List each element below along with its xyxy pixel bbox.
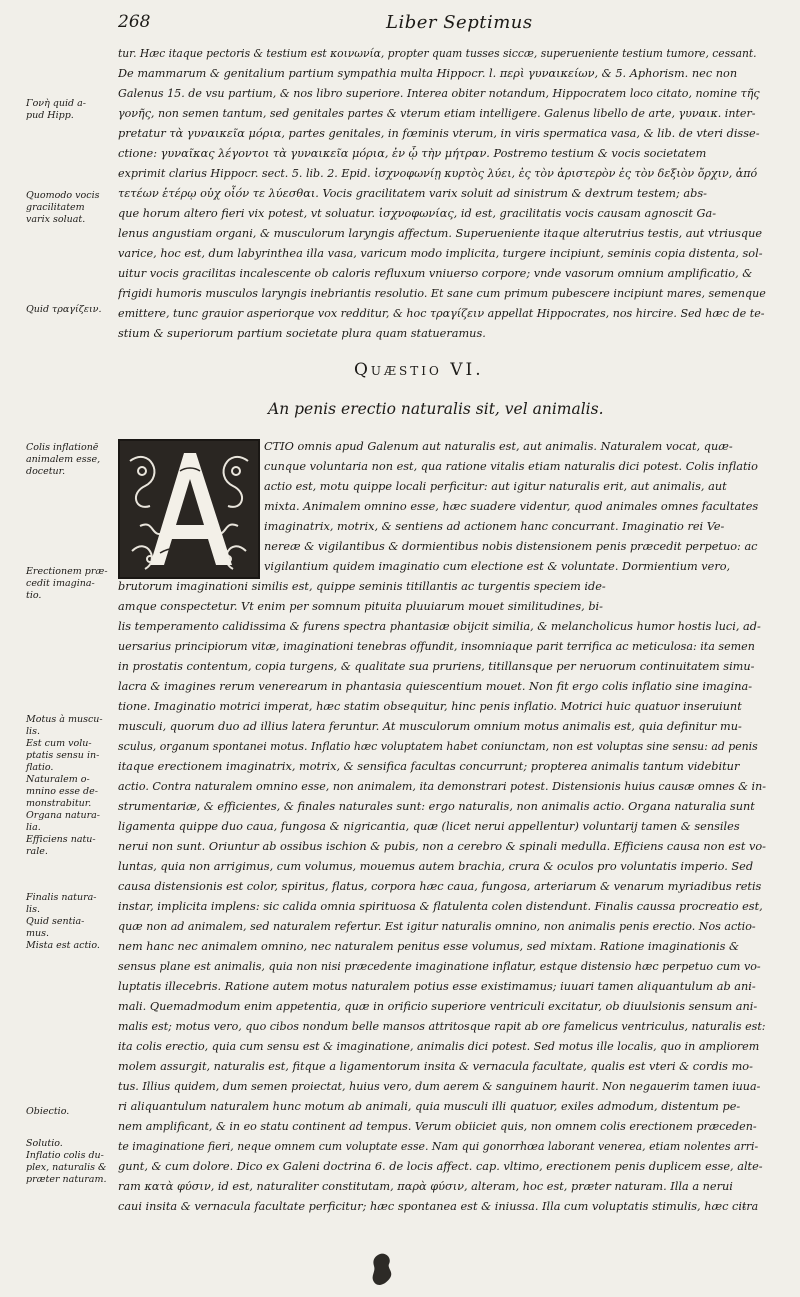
- margin-note-line: Mista est actio.: [26, 940, 100, 951]
- text-line: tus. Illius quidem, dum semen proiectat, huius vero, dum aerem & sanguinem haurit. Non negauerim tamen iuua-: [118, 1080, 761, 1093]
- text-line: itaque erectionem imaginatrix, motrix, & sensifica facultas concurrunt; propterea animalis tantum videbitur: [118, 760, 740, 773]
- margin-note-line: ptatis sensu in-: [26, 750, 100, 761]
- text-line: vigilantium quidem imaginatio cum electione est & voluntate. Dormientium vero,: [264, 560, 731, 573]
- text-line: ram κατὰ φύσιν, id est, naturaliter constitutam, παρὰ φύσιν, alteram, hoc est, præter naturam. Illa a nerui: [118, 1180, 733, 1193]
- text-block-main: [118, 437, 766, 1217]
- text-line: nem hanc nec animalem omnino, nec naturalem penitus esse volumus, sed mixtam. Ratione imaginationis &: [118, 940, 740, 953]
- margin-note-quomodo: [26, 190, 118, 226]
- margin-note-line: Est cum volu-: [26, 738, 92, 749]
- margin-note-quid-tragizein: [26, 304, 118, 316]
- margin-note-line: mnino esse de-: [26, 786, 98, 797]
- text-line: mixta. Animalem omnino esse, hæc suadere videntur, quod animales omnes facultates: [264, 500, 759, 513]
- text-line: stium & superiorum partium societate plura quam statueramus.: [118, 327, 486, 340]
- margin-note-line: tio.: [26, 590, 42, 601]
- text-line: exprimit clarius Hippocr. sect. 5. lib. 2. Epid. ἰσχνοφωνίῃ κυρτὸς λύει, ἐς τὸν ἀριστερὸν ἐς τὸν δεξιὸν ὄρχιν, ἀπό: [118, 167, 758, 180]
- margin-note-line: flatio.: [26, 762, 54, 773]
- text-line: brutorum imaginationi similis est, quippe seminis titillantis ac turgentis speciem ide-: [118, 580, 606, 593]
- page-number: 268: [118, 12, 151, 32]
- margin-note-solutio: [26, 1138, 118, 1186]
- text-line: amque conspectetur. Vt enim per somnum pituita pluuiarum mouet similitudines, bi-: [118, 600, 603, 613]
- text-line: te imaginatione fieri, neque omnem cum voluptate esse. Nam qui gonorrhœa laborant venerea, etiam nolentes arri-: [118, 1140, 759, 1153]
- margin-note-line: lis.: [26, 726, 40, 737]
- question-title: An penis erectio naturalis sit, vel animalis.: [268, 400, 604, 418]
- text-line: causa distensionis est color, spiritus, flatus, corpora hæc caua, fungosa, arteriarum & venarum myriadibus retis: [118, 880, 762, 893]
- text-line: pretatur τὰ γυναικεῖα μόρια, partes genitales, in fœminis vterum, in viris spermatica vasa, & lib. de vteri disse-: [118, 127, 760, 140]
- text-line: varice, hoc est, dum labyrinthea illa vasa, varicum modo implicita, turgere incipiunt, seminis copia distenta, sol-: [118, 247, 763, 260]
- margin-note-line: Γονὴ quid a-: [26, 98, 87, 109]
- margin-note-line: animalem esse,: [26, 454, 101, 465]
- margin-note-line: lia.: [26, 822, 41, 833]
- margin-note-line: varix soluat.: [26, 214, 86, 225]
- text-line: lis temperamento calidissima & furens spectra phantasiæ obijcit similia, & melancholicus humor hostis luci, ad-: [118, 620, 761, 633]
- margin-note-line: rale.: [26, 846, 48, 857]
- text-line: ligamenta quippe duo caua, fungosa & nigricantia, quæ (licet nerui appellentur) voluntarij tamen & sensiles: [118, 820, 740, 833]
- text-line: nerui non sunt. Oriuntur ab ossibus ischion & pubis, non a cerebro & spinali medulla. Efficiens causa non est vo-: [118, 840, 766, 853]
- margin-note-finalis: [26, 892, 118, 952]
- margin-note-line: Obiectio.: [26, 1106, 70, 1117]
- margin-note-line: præter naturam.: [26, 1174, 107, 1185]
- margin-note-line: monstrabitur.: [26, 798, 92, 809]
- margin-note-erectionem: [26, 566, 118, 602]
- ink-blot-icon: [368, 1252, 398, 1290]
- margin-note-line: Quomodo vocis: [26, 190, 100, 201]
- margin-note-line: lis.: [26, 904, 40, 915]
- margin-note-line: gracilitatem: [26, 202, 85, 213]
- text-line: musculi, quorum duo ad illius latera feruntur. At musculorum omnium motus animalis est, quia definitur mu-: [118, 720, 742, 733]
- text-line: γονῆς, non semen tantum, sed genitales partes & vterum etiam intelligere. Galenus libello de arte, γυναικ. inter-: [118, 107, 756, 120]
- margin-note-line: cedit imagina-: [26, 578, 95, 589]
- margin-note-motus: [26, 714, 118, 858]
- text-line: lacra & imagines rerum venerearum in phantasia quiescentium mouet. Non fit ergo colis inflatio sine imagina-: [118, 680, 753, 693]
- margin-note-goni: [26, 98, 118, 122]
- text-line: mali. Quemadmodum enim appetentia, quæ in orificio superiore ventriculi excitatur, ob diuulsionis sensum ani-: [118, 1000, 758, 1013]
- margin-note-line: Erectionem præ-: [26, 566, 108, 577]
- text-line: uersarius principiorum vitæ, imaginationi tenebras offundit, insomniaque parit terrifica ac meticulosa: ita semen: [118, 640, 755, 653]
- text-line: quæ non ad animalem, sed naturalem refertur. Est igitur naturalis omnino, non animalis penis erectio. Nos actio-: [118, 920, 756, 933]
- text-line: tione. Imaginatio motrici imperat, hæc statim obsequitur, hinc penis inflatio. Motrici huic quatuor inseruiunt: [118, 700, 742, 713]
- margin-note-line: plex, naturalis &: [26, 1162, 107, 1173]
- margin-note-line: Colis inflationē: [26, 442, 99, 453]
- text-line: actio. Contra naturalem omnino esse, non animalem, ita demonstrari potest. Distensionis huius causæ omnes & in-: [118, 780, 766, 793]
- text-line: que horum altero fieri vix potest, vt soluatur. ἰσχνοφωνίας, id est, gracilitatis vocis causam agnoscit Ga-: [118, 207, 717, 220]
- margin-note-line: Inflatio colis du-: [26, 1150, 104, 1161]
- question-heading: Quæstio VI.: [354, 360, 484, 380]
- margin-note-line: Finalis natura-: [26, 892, 97, 903]
- page-header: [0, 12, 800, 38]
- text-line: emittere, tunc grauior asperiorque vox redditur, & hoc τραγίζειν appellat Hippocrates, nos hircire. Sed hæc de te-: [118, 307, 765, 320]
- margin-note-line: Efficiens natu-: [26, 834, 96, 845]
- text-block-top: [118, 44, 766, 344]
- text-line: ctione: γυναῖκας λέγοντοι τὰ γυναικεῖα μόρια, ἐν ᾧ τὴν μήτραν. Postremo testium & vocis societatem: [118, 147, 707, 160]
- text-line: CTIO omnis apud Galenum aut naturalis est, aut animalis. Naturalem vocat, quæ-: [264, 440, 733, 453]
- text-line: ri aliquantulum naturalem hunc motum ab animali, quia musculi illi quatuor, exiles admodum, distentum pe-: [118, 1100, 741, 1113]
- text-line: Galenus 15. de vsu partium, & nos libro superiore. Interea obiter notandum, Hippocratem loco citato, nomine τῆς: [118, 87, 760, 100]
- text-line: lenus angustiam organi, & musculorum laryngis affectum. Superueniente itaque alterutrius testis, aut vtriusque: [118, 227, 763, 240]
- text-line: strumentariæ, & efficientes, & finales naturales sunt: ergo naturalis, non animalis actio. Organa naturalia sunt: [118, 800, 755, 813]
- text-line: malis est; motus vero, quo cibos nondum belle mansos attritosque rapit ab ore famelicus ventriculus, naturalis est:: [118, 1020, 766, 1033]
- text-line: gunt, & cum dolore. Dico ex Galeni doctrina 6. de locis affect. cap. vltimo, erectionem penis duplicem esse, alte-: [118, 1160, 763, 1173]
- text-line: molem assurgit, naturalis est, fitque a ligamentorum insita & vernacula facultate, qualis est vteri & cordis mo-: [118, 1060, 753, 1073]
- catchword: tra: [742, 1200, 759, 1213]
- margin-note-line: Quid sentia-: [26, 916, 85, 927]
- margin-note-line: Organa natura-: [26, 810, 101, 821]
- text-line: luntas, quia non arrigimus, cum volumus, mouemus autem brachia, crura & oculos pro voluntatis imperio. Sed: [118, 860, 754, 873]
- text-line: tur. Hæc itaque pectoris & testium est κοινωνία, propter quam tusses siccæ, superueniente testium tumore, cessant.: [118, 47, 757, 60]
- margin-note-line: Solutio.: [26, 1138, 63, 1149]
- margin-note-line: pud Hipp.: [26, 110, 74, 121]
- text-line: in prostatis contentum, copia turgens, & qualitate sua pruriens, titillansque per neruorum continuitatem simu-: [118, 660, 755, 673]
- margin-note-line: Motus à muscu-: [26, 714, 103, 725]
- margin-note-line: Quid τραγίζειν.: [26, 304, 102, 315]
- text-line: De mammarum & genitalium partium sympathia multa Hippocr. l. περὶ γυναικείων, & 5. Aphorism. nec non: [118, 67, 738, 80]
- text-line: nem amplificant, & in eo statu continent ad tempus. Verum obiiciet quis, non omnem colis erectionem præceden-: [118, 1120, 757, 1133]
- text-line: instar, implicita implens: sic calida omnia spirituosa & flatulenta colen distendunt. Finalis caussa procreatio est,: [118, 900, 763, 913]
- margin-note-line: Naturalem o-: [26, 774, 90, 785]
- text-line: uitur vocis gracilitas incalescente ob caloris refluxum vniuerso corpore; vnde vasorum omnium amplificatio, &: [118, 267, 753, 280]
- text-line: frigidi humoris musculos laryngis inebriantis resolutio. Et sane cum primum pubescere incipiunt mares, semenque: [118, 287, 766, 300]
- text-line: luptatis illecebris. Ratione autem motus naturalem potius esse existimamus; iuuari tamen aliquantulum ab ani-: [118, 980, 756, 993]
- text-line: imaginatrix, motrix, & sentiens ad actionem hanc concurrant. Imaginatio rei Ve-: [264, 520, 725, 533]
- text-line: cunque voluntaria non est, qua ratione vitalis etiam naturalis dici potest. Colis inflatio: [264, 460, 758, 473]
- text-line: nereæ & vigilantibus & dormientibus nobis distensionem penis præcedit perpetuo: ac: [264, 540, 758, 553]
- margin-note-obiectio: [26, 1106, 118, 1118]
- margin-note-line: docetur.: [26, 466, 66, 477]
- text-line: caui insita & vernacula facultate perficitur; hæc spontanea est & iniussa. Illa cum voluptatis stimulis, hæc ci-: [118, 1200, 746, 1213]
- margin-note-line: mus.: [26, 928, 50, 939]
- margin-note-colis-inflatio: [26, 442, 118, 478]
- text-line: ita colis erectio, quia cum sensu est & imaginatione, animalis dici potest. Sed motus ille localis, quo in ampliorem: [118, 1040, 760, 1053]
- text-line: τετέων ἑτέρῳ οὐχ οἶόν τε λύεσθαι. Vocis gracilitatem varix soluit ad sinistrum & dextrum testem; abs-: [118, 187, 707, 200]
- text-line: sculus, organum spontanei motus. Inflatio hæc voluptatem habet coniunctam, non est voluptas sine sensu: ad penis: [118, 740, 758, 753]
- running-head: Liber Septimus: [386, 12, 533, 33]
- text-line: actio est, motu quippe locali perficitur: aut igitur naturalis erit, aut animalis, aut: [264, 480, 727, 493]
- text-line: sensus plane est animalis, quia non nisi præcedente imaginatione inflatur, estque distensio hæc perpetuo cum vo-: [118, 960, 761, 973]
